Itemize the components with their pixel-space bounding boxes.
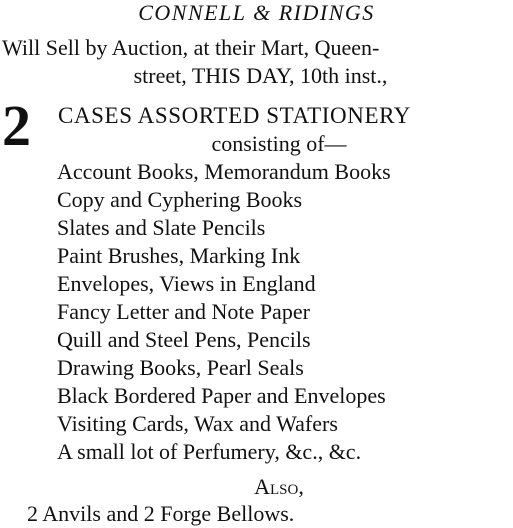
list-item: Slates and Slate Pencils: [57, 215, 266, 240]
lot-1-title: CASES ASSORTED STATIONERY: [58, 103, 412, 128]
list-item: A small lot of Perfumery, &c., &c.: [57, 439, 362, 464]
list-item: Paint Brushes, Marking Ink: [57, 243, 301, 268]
list-item: Fancy Letter and Note Paper: [57, 299, 310, 324]
list-item: Copy and Cyphering Books: [57, 187, 303, 212]
lot-2-text: Anvils and 2 Forge Bellows.: [42, 501, 295, 526]
list-item: Visiting Cards, Wax and Wafers: [57, 411, 338, 436]
also-heading: Also,: [254, 474, 304, 499]
intro-line-2: street, THIS DAY, 10th inst.,: [133, 63, 388, 88]
lot-1-quantity: 2: [2, 93, 31, 158]
list-item: Account Books, Memorandum Books: [57, 159, 391, 184]
list-item: Black Bordered Paper and Envelopes: [57, 383, 386, 408]
auctioneer-name: CONNELL & RIDINGS: [138, 0, 375, 25]
lot-2-quantity: 2: [27, 501, 38, 526]
list-item: Envelopes, Views in England: [57, 271, 316, 296]
intro-line-1: Will Sell by Auction, at their Mart, Queen-: [2, 35, 380, 60]
list-item: Drawing Books, Pearl Seals: [57, 355, 304, 380]
list-item: Quill and Steel Pens, Pencils: [57, 327, 311, 352]
lot-1-consisting: consisting of—: [211, 131, 347, 156]
lot-2-line: [27, 501, 294, 527]
